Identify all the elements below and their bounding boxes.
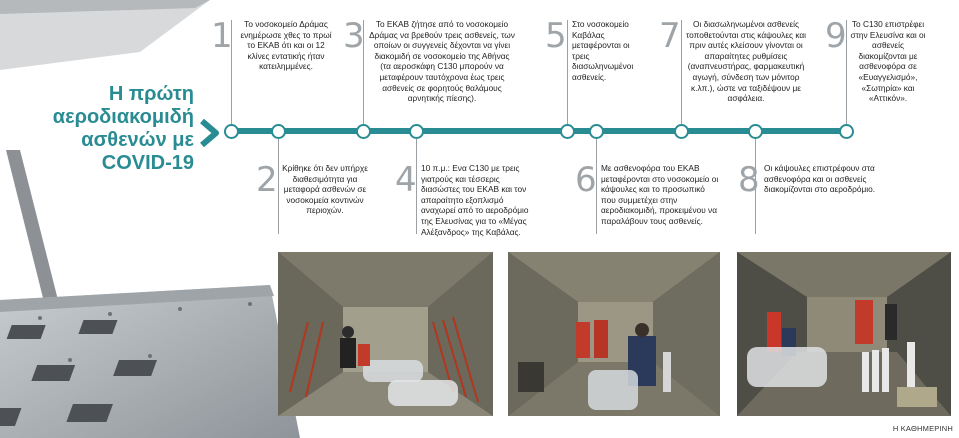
step-number: 5 xyxy=(545,16,567,56)
step-text: Το νοσοκομείο Δράμας ενημέρωσε χθες το πρωί το ΕΚΑΒ ότι και οι 12 κλίνες εντατικής ήταν κατειλημμένες. xyxy=(240,19,332,72)
timeline-stem xyxy=(278,139,279,234)
step-number: 6 xyxy=(575,160,597,200)
timeline-node xyxy=(748,124,763,139)
photo-aircraft-interior-2 xyxy=(508,252,720,416)
step-text: Το C130 επιστρέφει στην Ελευσίνα και οι ασθενείς διακομίζονται με ασθενοφόρα σε «Ευαγγελισμό», «Σωτηρία» και «Αττικόν». xyxy=(850,19,926,104)
chevron-right-icon xyxy=(198,118,224,148)
step-number: 7 xyxy=(659,16,681,56)
photo-aircraft-interior-3 xyxy=(737,252,951,416)
step-text: Στο νοσοκομείο Καβάλας μεταφέρονται οι τρεις διασωληνωμένοι ασθενείς. xyxy=(572,19,634,82)
step-number: 4 xyxy=(395,160,417,200)
photo-aircraft-interior-1 xyxy=(278,252,493,416)
newspaper-credit: Η ΚΑΘΗΜΕΡΙΝΗ xyxy=(892,424,953,433)
step-text: Κρίθηκε ότι δεν υπήρχε διαθεσιμότητα για μεταφορά ασθενών σε νοσοκομεία κοντινών περιοχών. xyxy=(282,163,368,216)
step-number: 2 xyxy=(256,160,278,200)
timeline-node xyxy=(589,124,604,139)
step-text: 10 π.μ.: Ενα C130 με τρεις γιατρούς και τέσσερις διασώστες του ΕΚΑΒ και τον απαραίτητο εξοπλισμό αναχωρεί από το αεροδρόμιο της Ελευσίνας για το «Μέγας Αλέξανδρος» της Καβάλας. xyxy=(421,163,529,237)
timeline-node xyxy=(560,124,575,139)
timeline-node xyxy=(271,124,286,139)
step-text: Το ΕΚΑΒ ζήτησε από το νοσοκομείο Δράμας να βρεθούν τρεις ασθενείς, των οποίων οι συγγενείς δέχονται να γίνει διακομιδή σε νοσοκομείο της Αθήνας (τα αεροσκάφη C130 μπορούν να μεταφέρουν ταυτόχρονα έως τρεις ασθενείς σε φορητούς θαλάμους αρνητικής πίεσης). xyxy=(369,19,515,104)
timeline-stem xyxy=(681,20,682,124)
timeline-stem xyxy=(567,20,568,124)
timeline-node xyxy=(674,124,689,139)
timeline-node xyxy=(839,124,854,139)
timeline-node xyxy=(356,124,371,139)
timeline-node xyxy=(409,124,424,139)
step-number: 3 xyxy=(343,16,365,56)
step-text: Οι κάψουλες επιστρέφουν στα ασθενοφόρα και οι ασθενείς διακομίζονται στο αεροδρόμιο. xyxy=(764,163,876,195)
step-number: 9 xyxy=(825,16,847,56)
step-number: 1 xyxy=(211,16,233,56)
timeline-node xyxy=(224,124,239,139)
step-text: Με ασθενοφόρα του ΕΚΑΒ μεταφέρονται στο νοσοκομείο οι κάψουλες και το προσωπικό που συμμετέχει στην αεροδιακομιδή, προκειμένου να παραλάβουν τους ασθενείς. xyxy=(601,163,719,226)
page-title: Η πρώτη αεροδιακομιδή ασθενών με COVID-19 xyxy=(52,83,194,174)
step-number: 8 xyxy=(738,160,760,200)
step-text: Οι διασωληνωμένοι ασθενείς τοποθετούνται στις κάψουλες και πριν αυτές κλείσουν γίνονται οι απαραίτητες ρυθμίσεις (αναπνευστήρας, φαρμακευτική αγωγή, σύνδεση των μόνιτορ κ.λπ.), ώστε να ταξιδέψουν με ασφάλεια. xyxy=(685,19,807,104)
